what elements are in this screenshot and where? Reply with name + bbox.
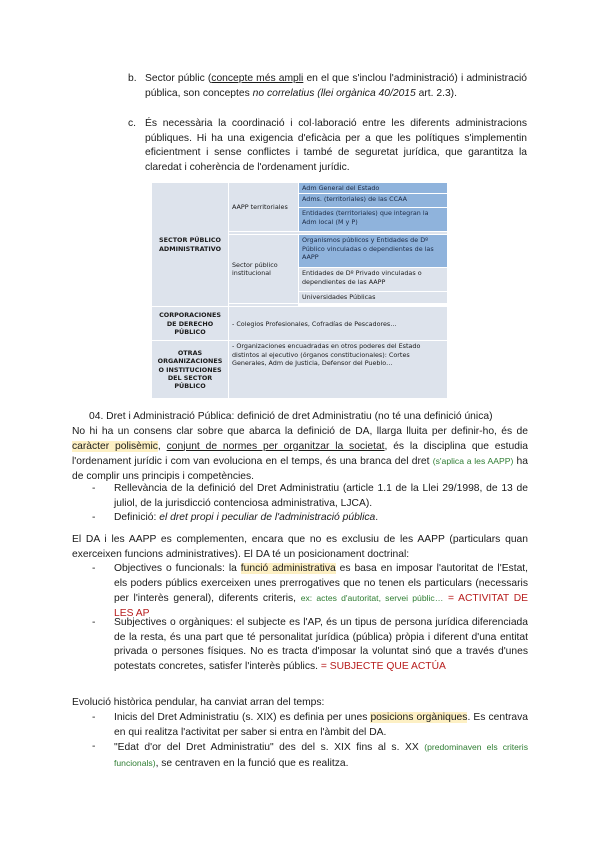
cell-sector-institucional: Sector público institucional (229, 235, 299, 304)
paragraph-definicio: No hi ha un consens clar sobre que abarca la definició de DA, llarga lluita per definir-ho, és de caràcter polisèmic, conjunt de normes per organitzar la societat, és la disciplina que estudia l'ordenament jurídic i com van evoluciona en el temps, és una branca del dret (s'aplica a les AAPP) ha de complir uns principis i competències. (72, 426, 528, 482)
highlight: funció administrativa (240, 563, 336, 574)
highlight: caràcter polisèmic (72, 440, 158, 452)
list-item-edat-or: - "Edat d'or del Dret Administratiu" des del s. XIX fins al s. XX (predominaven els criteris funcionals), se centraven en la funció que es realitza. (92, 741, 528, 769)
cell-otras-desc: - Organizaciones encuadradas en otros poderes del Estado distintos al ejecutivo (órganos constitucionales): Cortes Generales, Adm de Justicia, Defensor del Pueblo… (229, 341, 448, 399)
list-marker: c. (128, 118, 137, 129)
cell-adm-general: Adm General del Estado (299, 183, 448, 194)
section-heading: 04. Dret i Administració Pública: definició de dret Administratiu (no té una definició única) (89, 411, 493, 422)
cell-universidades: Universidades Públicas (299, 292, 448, 304)
list-item-rellevancia: - Rellevància de la definició del Dret Administratiu (article 1.1 de la Llei 29/1998, de 13 de juliol, de la jurisdicció contenciosa administrativa, LJCA). (92, 483, 528, 509)
cell-aapp-territoriales: AAPP territoriales (229, 183, 299, 232)
paragraph-evolucio: Evolució històrica pendular, ha canviat arran del temps: (72, 697, 325, 708)
list-item-inicis: - Inicis del Dret Administratiu (s. XIX) es definia per unes posicions orgàniques. Es centrava en qui realitza l'activitat per saber si entra en l'àmbit del DA. (92, 712, 528, 738)
sector-publico-table (151, 182, 448, 399)
paragraph-complement: El DA i les AAPP es complementen, encara que no es exclusiu de les AAPP (particulars quan exerceixen funcions administratives). El DA té un posicionament doctrinal: (72, 534, 528, 560)
cell-organismos: Organismos públicos y Entidades de Dº Público vinculadas o dependientes de las AAPP (299, 235, 448, 268)
cell-corporaciones-desc: - Colegios Profesionales, Cofradías de Pescadores… (229, 307, 448, 341)
red-note: = SUBJECTE QUE ACTÚA (318, 660, 446, 672)
red-note: = ACTIVITAT DE LES AP (114, 593, 528, 619)
list-item-objectives: - Objectives o funcionals: la funció administrativa es basa en imposar l'autoritat de l'Estat, els poders públics exerceixen unes prerrogatives que no tenen els particulars (necessaris per l'interès general), diferents criteris, ex: actes d'autoritat, servei públic… = ACTIVITAT DE LES AP (92, 563, 529, 619)
list-marker: b. (128, 73, 137, 84)
cell-entidades-privado: Entidades de Dº Privado vinculadas o dependientes de las AAPP (299, 268, 448, 292)
cell-otras: OTRAS ORGANIZACIONES O INSTITUCIONES DEL SECTOR PÚBLICO (152, 341, 229, 399)
green-note: (s'aplica a les AAPP) (432, 456, 514, 467)
highlight: posicions orgàniques (370, 712, 468, 723)
green-note: (predominaven els criteris funcionals) (114, 742, 528, 768)
list-item-c: c. És necessària la coordinació i col·laboració entre les diferents administracions públiques. Hi ha una exigencia d'eficàcia per a que les polítiques s'implementin eficientment i sense conflictes i també de seguretat jurídica, que garantitza la claredat i coherència de l'ordenament jurídic. (128, 118, 527, 173)
list-item-definicio: - Definició: el dret propi i peculiar de l'administració pública. (92, 512, 379, 523)
green-note: ex: actes d'autoritat, servei públic… (300, 593, 444, 604)
cell-entidades-territoriales: Entidades (territoriales) que integran la Adm local (M y P) (299, 208, 448, 232)
cell-corporaciones: CORPORACIONES DE DERECHO PÚBLICO (152, 307, 229, 341)
cell-sector-publico: SECTOR PÚBLICO ADMINISTRATIVO (152, 183, 229, 307)
cell-adms-territoriales: Adms. (territoriales) de las CCAA (299, 194, 448, 208)
list-item-subjectives: - Subjectives o orgàniques: el subjecte es l'AP, és un tipus de persona jurídica diferenciada de la resta, és una part que té personalitat jurídica (pública) pròpia i diferent d'una entitat privada o persones físiques. No es tracta d'imposar la voluntat sinó que a través d'unes potestats concretes, satisfer l'interès públics. = SUBJECTE QUE ACTÚA (92, 617, 528, 672)
list-item-b: b. Sector públic (concepte més ampli en el que s'inclou l'administració) i administració pública, son conceptes no correlatius (llei orgànica 40/2015 art. 2.3). (128, 73, 527, 99)
